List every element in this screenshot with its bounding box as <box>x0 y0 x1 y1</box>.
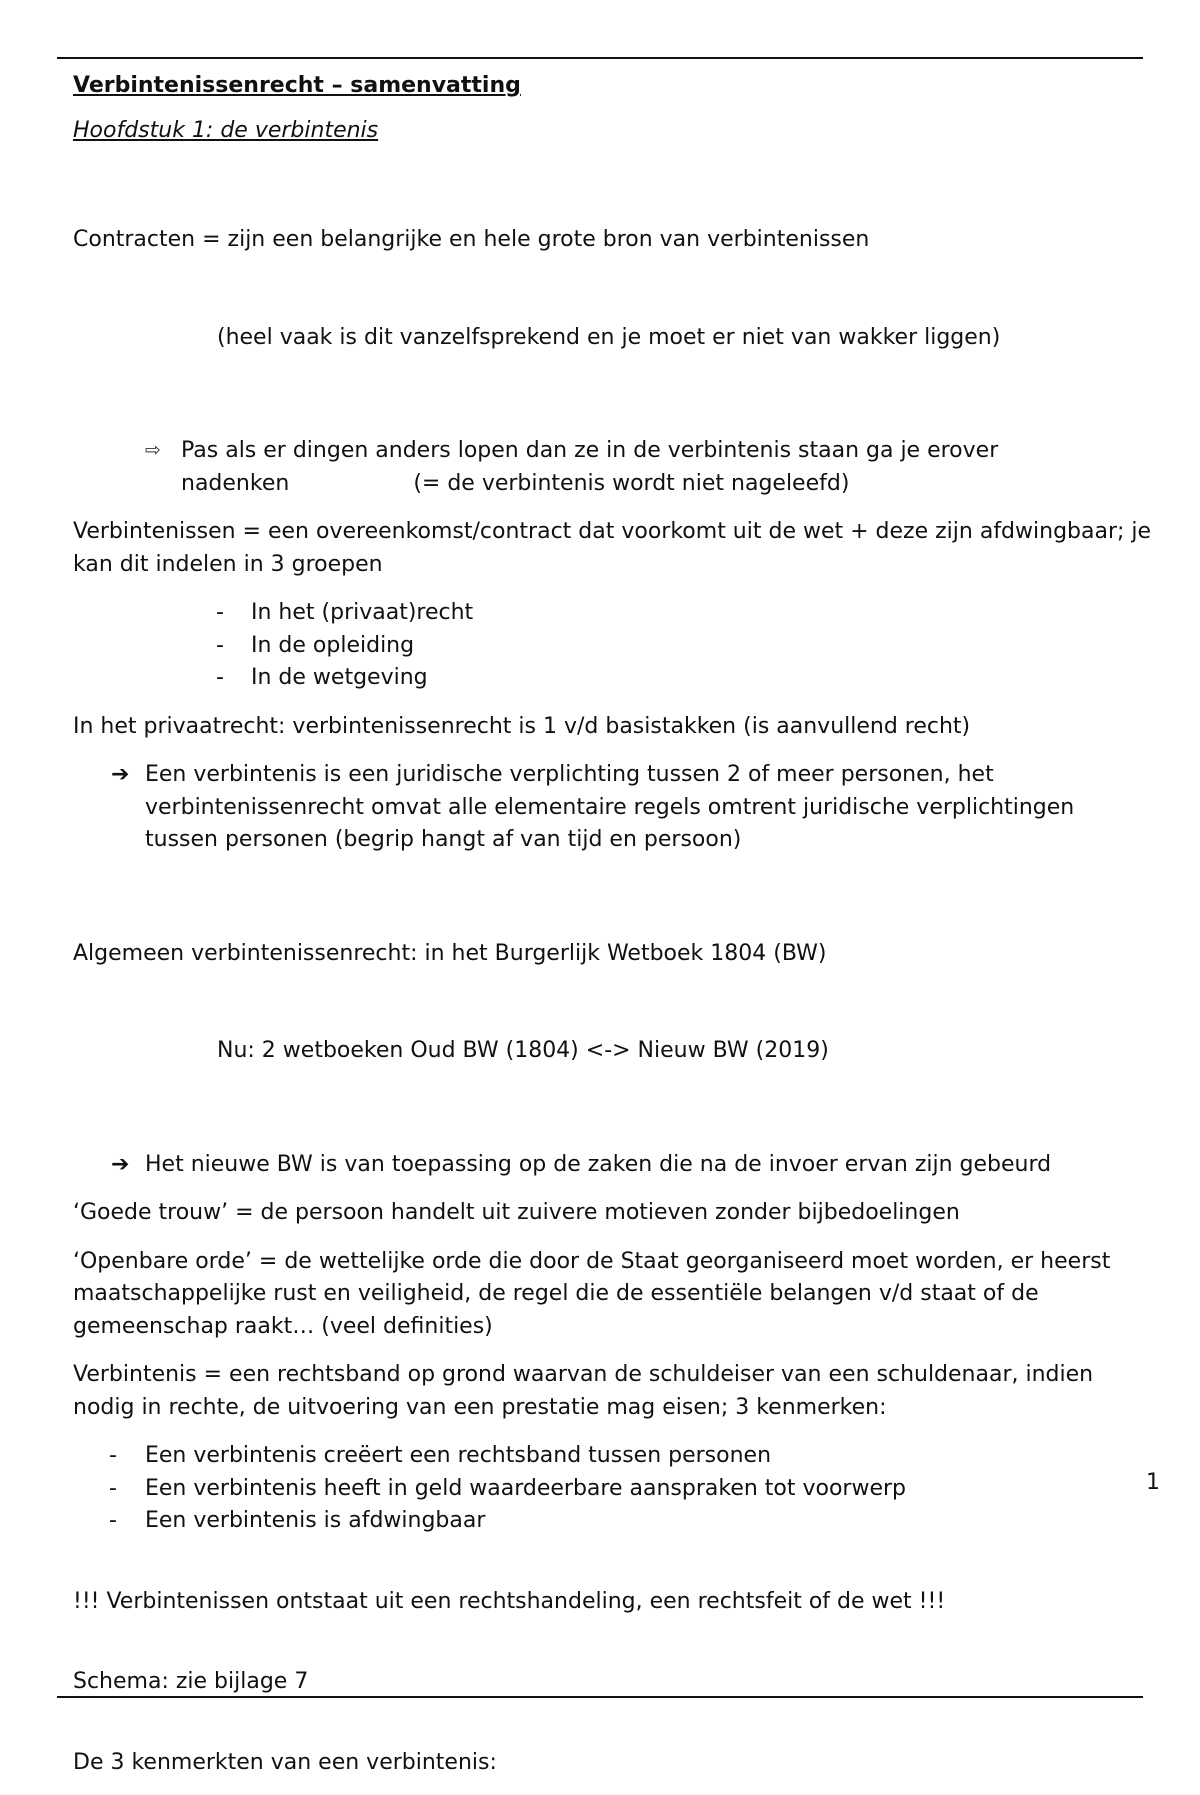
verbintenis-definition: Verbintenis = een rechtsband op grond waarvan de schuldeiser van een schuldenaar, indien nodig in rechte, de uitvoering van een prestatie mag eisen; 3 kenmerken: <box>73 1362 1101 1420</box>
document-title: Verbintenissenrecht – samenvatting <box>73 73 521 98</box>
list-item <box>73 597 1153 630</box>
openbare-orde-paragraph: ‘Openbare orde’ = de wettelijke orde die door de Staat georganiseerd moet worden, er heerst maatschappelijke rust en veiligheid, de regel die de essentiële belangen v/d staat of de gemeenschap raakt… (veel definities) <box>73 1248 1118 1339</box>
dash-icon: - <box>216 600 224 625</box>
dash-icon: - <box>216 665 224 690</box>
drie-kenmerken-paragraph: De 3 kenmerkten van een verbintenis: <box>73 1749 497 1775</box>
top-rule <box>57 57 1143 59</box>
dash-icon: - <box>216 632 224 658</box>
dash-icon: - <box>109 1508 117 1533</box>
goede-trouw-paragraph: ‘Goede trouw’ = de persoon handelt uit zuivere motieven zonder bijbedoelingen <box>73 1200 960 1225</box>
bottom-rule <box>57 1696 1143 1698</box>
bold-arrow-icon: ➔ <box>111 762 130 787</box>
bold-arrow-icon: ➔ <box>111 1151 130 1177</box>
pas-als-word: nadenken <box>181 470 290 496</box>
pas-als-note: (= de verbintenis wordt niet nageleefd) <box>413 470 850 496</box>
list-item <box>73 1505 1153 1538</box>
contracten-note: (heel vaak is dit vanzelfsprekend en je moet er niet van wakker liggen) <box>217 324 1001 350</box>
list-item-text: Een verbintenis is afdwingbaar <box>145 1508 486 1533</box>
page-number: 1 <box>1146 1470 1160 1495</box>
verbintenissen-definition: Verbintenissen = een overeenkomst/contract dat voorkomt uit de wet + deze zijn afdwingbaar; je kan dit indelen in 3 groepen <box>73 519 1159 577</box>
pas-als-continuation <box>181 468 1153 501</box>
privaatrecht-paragraph: In het privaatrecht: verbintenissenrecht is 1 v/d basistakken (is aanvullend recht) <box>73 713 971 739</box>
document-body <box>73 70 1159 1795</box>
kenmerken-list <box>73 1440 1153 1538</box>
pas-als-line: Pas als er dingen anders lopen dan ze in de verbintenis staan ga je erover <box>181 438 999 463</box>
contracten-paragraph <box>73 159 1153 419</box>
outline-arrow-icon: ⇨ <box>145 439 161 461</box>
list-item <box>73 630 1153 663</box>
arrow-bullet-text: Een verbintenis is een juridische verplichting tussen 2 of meer personen, het verbintenissenrecht omvat alle elementaire regels omtrent juridische verplichtingen tussen personen (begrip hangt af van tijd en persoon) <box>145 762 1075 852</box>
chapter-heading: Hoofdstuk 1: de verbintenis <box>73 117 379 143</box>
dash-icon: - <box>109 1443 117 1468</box>
schema-paragraph: Schema: zie bijlage 7 <box>73 1669 309 1694</box>
list-item <box>73 1440 1153 1473</box>
list-item-text: In het (privaat)recht <box>251 600 474 625</box>
arrow-bullet-text: Het nieuwe BW is van toepassing op de zaken die na de invoer ervan zijn gebeurd <box>145 1151 1052 1177</box>
ontstaan-paragraph: !!! Verbintenissen ontstaat uit een rechtshandeling, een rechtsfeit of de wet !!! <box>73 1588 946 1614</box>
arrow-bullet-nieuwe-bw <box>73 1149 1153 1182</box>
list-item-text: Een verbintenis creëert een rechtsband tussen personen <box>145 1443 772 1468</box>
groepen-list <box>73 597 1153 695</box>
arrow-bullet-verplichting <box>73 759 1153 857</box>
algemeen-line: Algemeen verbintenissenrecht: in het Burgerlijk Wetboek 1804 (BW) <box>73 940 827 966</box>
list-item-text: In de opleiding <box>251 632 415 658</box>
algemeen-paragraph <box>73 873 1153 1133</box>
contracten-line: Contracten = zijn een belangrijke en hele grote bron van verbintenissen <box>73 227 870 252</box>
list-item <box>73 662 1153 695</box>
algemeen-note: Nu: 2 wetboeken Oud BW (1804) <-> Nieuw BW (2019) <box>217 1038 829 1063</box>
list-item-text: In de wetgeving <box>251 665 428 690</box>
list-item <box>73 1473 1153 1506</box>
dash-icon: - <box>109 1475 117 1501</box>
pas-als-bullet <box>73 435 1153 500</box>
list-item-text: Een verbintenis heeft in geld waardeerbare aanspraken tot voorwerp <box>145 1475 907 1501</box>
